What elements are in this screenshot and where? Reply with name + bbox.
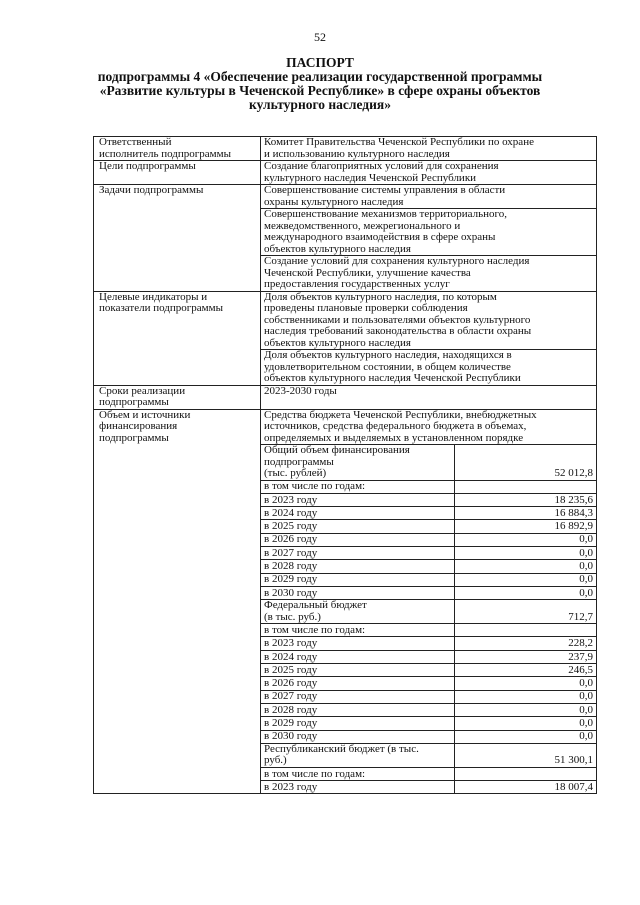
federal-year-row-label: в 2029 году bbox=[261, 717, 455, 730]
row-value: Создание благоприятных условий для сохранения культурного наследия Чеченской Республики bbox=[264, 160, 499, 184]
federal-year-row bbox=[261, 637, 596, 650]
funding-total-row-value: 52 012,8 bbox=[455, 445, 597, 481]
federal-year-row bbox=[261, 717, 596, 730]
federal-year-row-label: в 2030 году bbox=[261, 730, 455, 743]
federal-year-row-value: 0,0 bbox=[455, 690, 597, 703]
page-number: 52 bbox=[314, 30, 326, 44]
funding-years-heading-value bbox=[455, 480, 597, 493]
funding-year-row bbox=[261, 520, 596, 533]
federal-year-row-value: 246,5 bbox=[455, 664, 597, 677]
funding-years-heading bbox=[261, 624, 596, 637]
federal-year-row-label: в 2023 году bbox=[261, 637, 455, 650]
title-line-1: ПАСПОРТ bbox=[286, 55, 354, 70]
funding-year-row-label: в 2024 году bbox=[261, 507, 455, 520]
funding-year-row-label: в 2026 году bbox=[261, 533, 455, 546]
row-label: Цели подпрограммы bbox=[99, 160, 196, 172]
funding-year-row-value: 0,0 bbox=[455, 533, 597, 546]
row-label: Целевые индикаторы и показатели подпрограммы bbox=[99, 290, 223, 314]
document-title bbox=[80, 56, 560, 112]
federal-year-row-value: 0,0 bbox=[455, 677, 597, 690]
row-goals bbox=[94, 161, 597, 185]
funding-years-heading-label: в том числе по годам: bbox=[261, 624, 455, 637]
federal-year-row-value: 0,0 bbox=[455, 730, 597, 743]
federal-year-row-value: 0,0 bbox=[455, 703, 597, 716]
row-responsible bbox=[94, 137, 597, 161]
row-tasks bbox=[94, 185, 597, 292]
funding-years-heading-value bbox=[455, 624, 597, 637]
federal-year-row-value: 0,0 bbox=[455, 717, 597, 730]
passport-table bbox=[93, 136, 597, 794]
title-line-3: «Развитие культуры в Чеченской Республике» в сфере охраны объектов bbox=[99, 83, 541, 98]
row-value: 2023-2030 годы bbox=[264, 384, 337, 397]
funding-year-row-label: в 2030 году bbox=[261, 586, 455, 599]
federal-year-row-label: в 2026 году bbox=[261, 677, 455, 690]
funding-year-row bbox=[261, 546, 596, 559]
federal-budget-row-label: Федеральный бюджет (в тыс. руб.) bbox=[261, 600, 455, 624]
row-label: Задачи подпрограммы bbox=[99, 184, 204, 196]
federal-year-row-label: в 2028 году bbox=[261, 703, 455, 716]
funding-total-row-label: Общий объем финансирования подпрограммы (тыс. рублей) bbox=[261, 445, 455, 481]
funding-year-row-value: 0,0 bbox=[455, 560, 597, 573]
task-item: Создание условий для сохранения культурного наследия Чеченской Республики, улучшение качества предоставления государственных услуг bbox=[261, 255, 596, 291]
task-item: Совершенствование системы управления в области охраны культурного наследия bbox=[264, 184, 506, 208]
federal-budget-row-value: 712,7 bbox=[455, 600, 597, 624]
funding-year-row-value: 0,0 bbox=[455, 546, 597, 559]
funding-year-row-value: 0,0 bbox=[455, 586, 597, 599]
funding-year-row-value: 16 892,9 bbox=[455, 520, 597, 533]
republic-year-row bbox=[261, 781, 596, 794]
funding-years-heading-label: в том числе по годам: bbox=[261, 480, 455, 493]
funding-year-row-label: в 2027 году bbox=[261, 546, 455, 559]
federal-year-row bbox=[261, 677, 596, 690]
federal-year-row-value: 228,2 bbox=[455, 637, 597, 650]
indicator-item: Доля объектов культурного наследия, находящихся в удовлетворительном состоянии, в общем количестве объектов культурного наследия Чеченской Республики bbox=[261, 349, 596, 385]
funding-intro: Средства бюджета Чеченской Республики, внебюджетных источников, средства федерального бюджета в объемах, определяемых и выделяемых в установленном порядке bbox=[264, 408, 537, 444]
funding-year-row bbox=[261, 533, 596, 546]
federal-year-row-value: 237,9 bbox=[455, 650, 597, 663]
row-value: Комитет Правительства Чеченской Республики по охране и использованию культурного наследия bbox=[264, 136, 534, 160]
funding-years-heading-value bbox=[455, 767, 597, 780]
funding-year-row bbox=[261, 586, 596, 599]
funding-year-row-label: в 2025 году bbox=[261, 520, 455, 533]
federal-year-row bbox=[261, 730, 596, 743]
funding-year-row-value: 0,0 bbox=[455, 573, 597, 586]
funding-total-row bbox=[261, 445, 596, 481]
federal-year-row-label: в 2027 году bbox=[261, 690, 455, 703]
funding-years-heading bbox=[261, 480, 596, 493]
row-label: Объем и источники финансирования подпрограммы bbox=[99, 408, 191, 444]
funding-year-row bbox=[261, 560, 596, 573]
task-item: Совершенствование механизмов территориального, межведомственного, межрегионального и международного взаимодействия в сфере охраны объектов культурного наследия bbox=[261, 208, 596, 255]
row-label: Сроки реализации подпрограммы bbox=[99, 384, 186, 408]
republic-budget-row-label: Республиканский бюджет (в тыс. руб.) bbox=[261, 743, 455, 767]
funding-years-heading bbox=[261, 767, 596, 780]
row-terms bbox=[94, 385, 597, 409]
funding-year-row-label: в 2023 году bbox=[261, 493, 455, 506]
funding-year-row-label: в 2029 году bbox=[261, 573, 455, 586]
row-indicators bbox=[94, 291, 597, 385]
title-line-4: культурного наследия» bbox=[249, 97, 391, 112]
federal-year-row-label: в 2025 году bbox=[261, 664, 455, 677]
row-funding bbox=[94, 409, 597, 794]
funding-year-row bbox=[261, 493, 596, 506]
funding-year-row bbox=[261, 573, 596, 586]
federal-year-row bbox=[261, 650, 596, 663]
funding-year-row-label: в 2028 году bbox=[261, 560, 455, 573]
funding-years-heading-label: в том числе по годам: bbox=[261, 767, 455, 780]
federal-year-row bbox=[261, 664, 596, 677]
indicator-item: Доля объектов культурного наследия, по которым проведены плановые проверки соблюдения собственниками и пользователями объектов культурного наследия требований законодательства в области охраны объектов культурного наследия bbox=[264, 290, 532, 349]
republic-budget-row-value: 51 300,1 bbox=[455, 743, 597, 767]
federal-year-row-label: в 2024 году bbox=[261, 650, 455, 663]
row-label: Ответственный исполнитель подпрограммы bbox=[99, 136, 231, 160]
republic-year-row-value: 18 007,4 bbox=[455, 781, 597, 794]
republic-budget-row bbox=[261, 743, 596, 767]
title-line-2: подпрограммы 4 «Обеспечение реализации государственной программы bbox=[97, 69, 543, 84]
federal-year-row bbox=[261, 690, 596, 703]
federal-budget-row bbox=[261, 600, 596, 624]
republic-year-row-label: в 2023 году bbox=[261, 781, 455, 794]
funding-year-row-value: 18 235,6 bbox=[455, 493, 597, 506]
funding-year-row-value: 16 884,3 bbox=[455, 507, 597, 520]
funding-year-row bbox=[261, 507, 596, 520]
federal-year-row bbox=[261, 703, 596, 716]
funding-table bbox=[261, 444, 596, 793]
